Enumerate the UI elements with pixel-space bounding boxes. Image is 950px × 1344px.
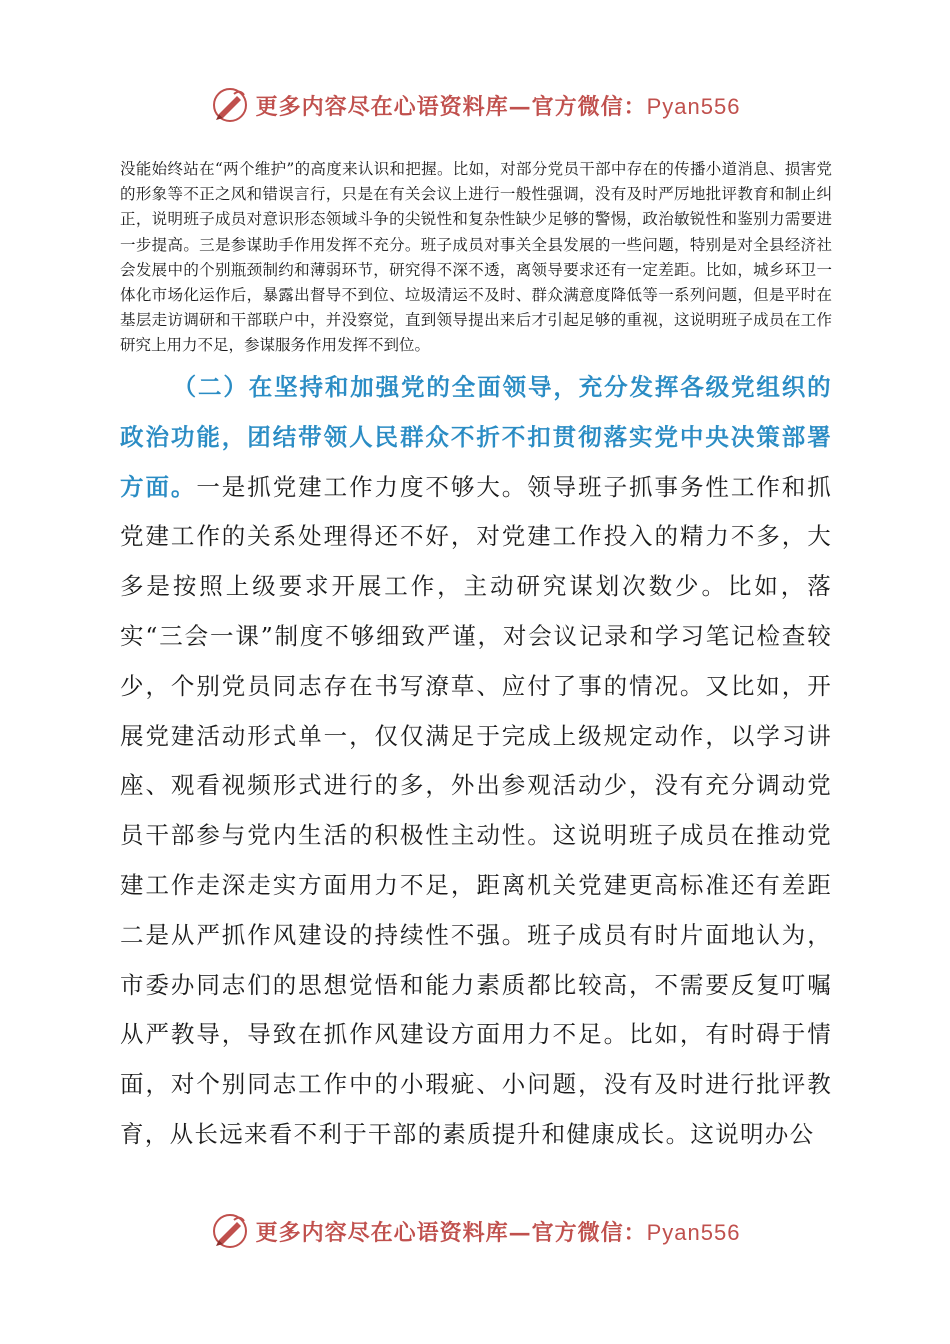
- footer-watermark-banner: [0, 1206, 950, 1256]
- banner-text: 更多内容尽在心语资料库—官方微信：Pyan556: [255, 93, 741, 120]
- header-watermark-banner: [0, 80, 950, 130]
- section-block: [120, 363, 832, 1160]
- banner-text: 更多内容尽在心语资料库—官方微信：Pyan556: [255, 1219, 741, 1246]
- paragraph-small: 没能始终站在“两个维护”的高度来认识和把握。比如，对部分党员干部中存在的传播小道消息、损害党的形象等不正之风和错误言行，只是在有关会议上进行一般性强调，没有及时严厉地批评教育和制止纠正，说明班子成员对意识形态领域斗争的尖锐性和复杂性缺少足够的警惕，政治敏锐性和鉴别力需要进一步提高。三是参谋助手作用发挥不充分。班子成员对事关全县发展的一些问题，特别是对全县经济社会发展中的个别瓶颈制约和薄弱环节，研究得不深不透，离领导要求还有一定差距。比如，城乡环卫一体化市场化运作后，暴露出督导不到位、垃圾清运不及时、群众满意度降低等一系列问题，但是平时在基层走访调研和干部联户中，并没察觉，直到领导提出来后才引起足够的重视，这说明班子成员在工作研究上用力不足，参谋服务作用发挥不到位。: [120, 160, 832, 355]
- banner-wechat-id: Pyan556: [646, 93, 741, 119]
- section-heading: （二）在坚持和加强党的全面领导，充分发挥各级党组织的政治功能，团结带领人民群众不折不扣贯彻落实党中央决策部署方面。: [120, 373, 832, 501]
- section-body: 一是抓党建工作力度不够大。领导班子抓事务性工作和抓党建工作的关系处理得还不好，对党建工作投入的精力不多，大多是按照上级要求开展工作，主动研究谋划次数少。比如，落实“三会一课”制度不够细致严谨，对会议记录和学习笔记检查较少，个别党员同志存在书写潦草、应付了事的情况。又比如，开展党建活动形式单一，仅仅满足于完成上级规定动作，以学习讲座、观看视频形式进行的多，外出参观活动少，没有充分调动党员干部参与党内生活的积极性主动性。这说明班子成员在推动党建工作走深走实方面用力不足，距离机关党建更高标准还有差距二是从严抓作风建设的持续性不强。班子成员有时片面地认为，市委办同志们的思想觉悟和能力素质都比较高，不需要反复叮嘱从严教导，导致在抓作风建设方面用力不足。比如，有时碍于情面，对个别同志工作中的小瑕疵、小问题，没有及时进行批评教育，从长远来看不利于干部的素质提升和健康成长。这说明办公: [120, 472, 832, 1148]
- pen-logo-icon: [210, 1211, 250, 1251]
- banner-wechat-id: Pyan556: [646, 1219, 741, 1245]
- pen-logo-icon: [210, 85, 250, 125]
